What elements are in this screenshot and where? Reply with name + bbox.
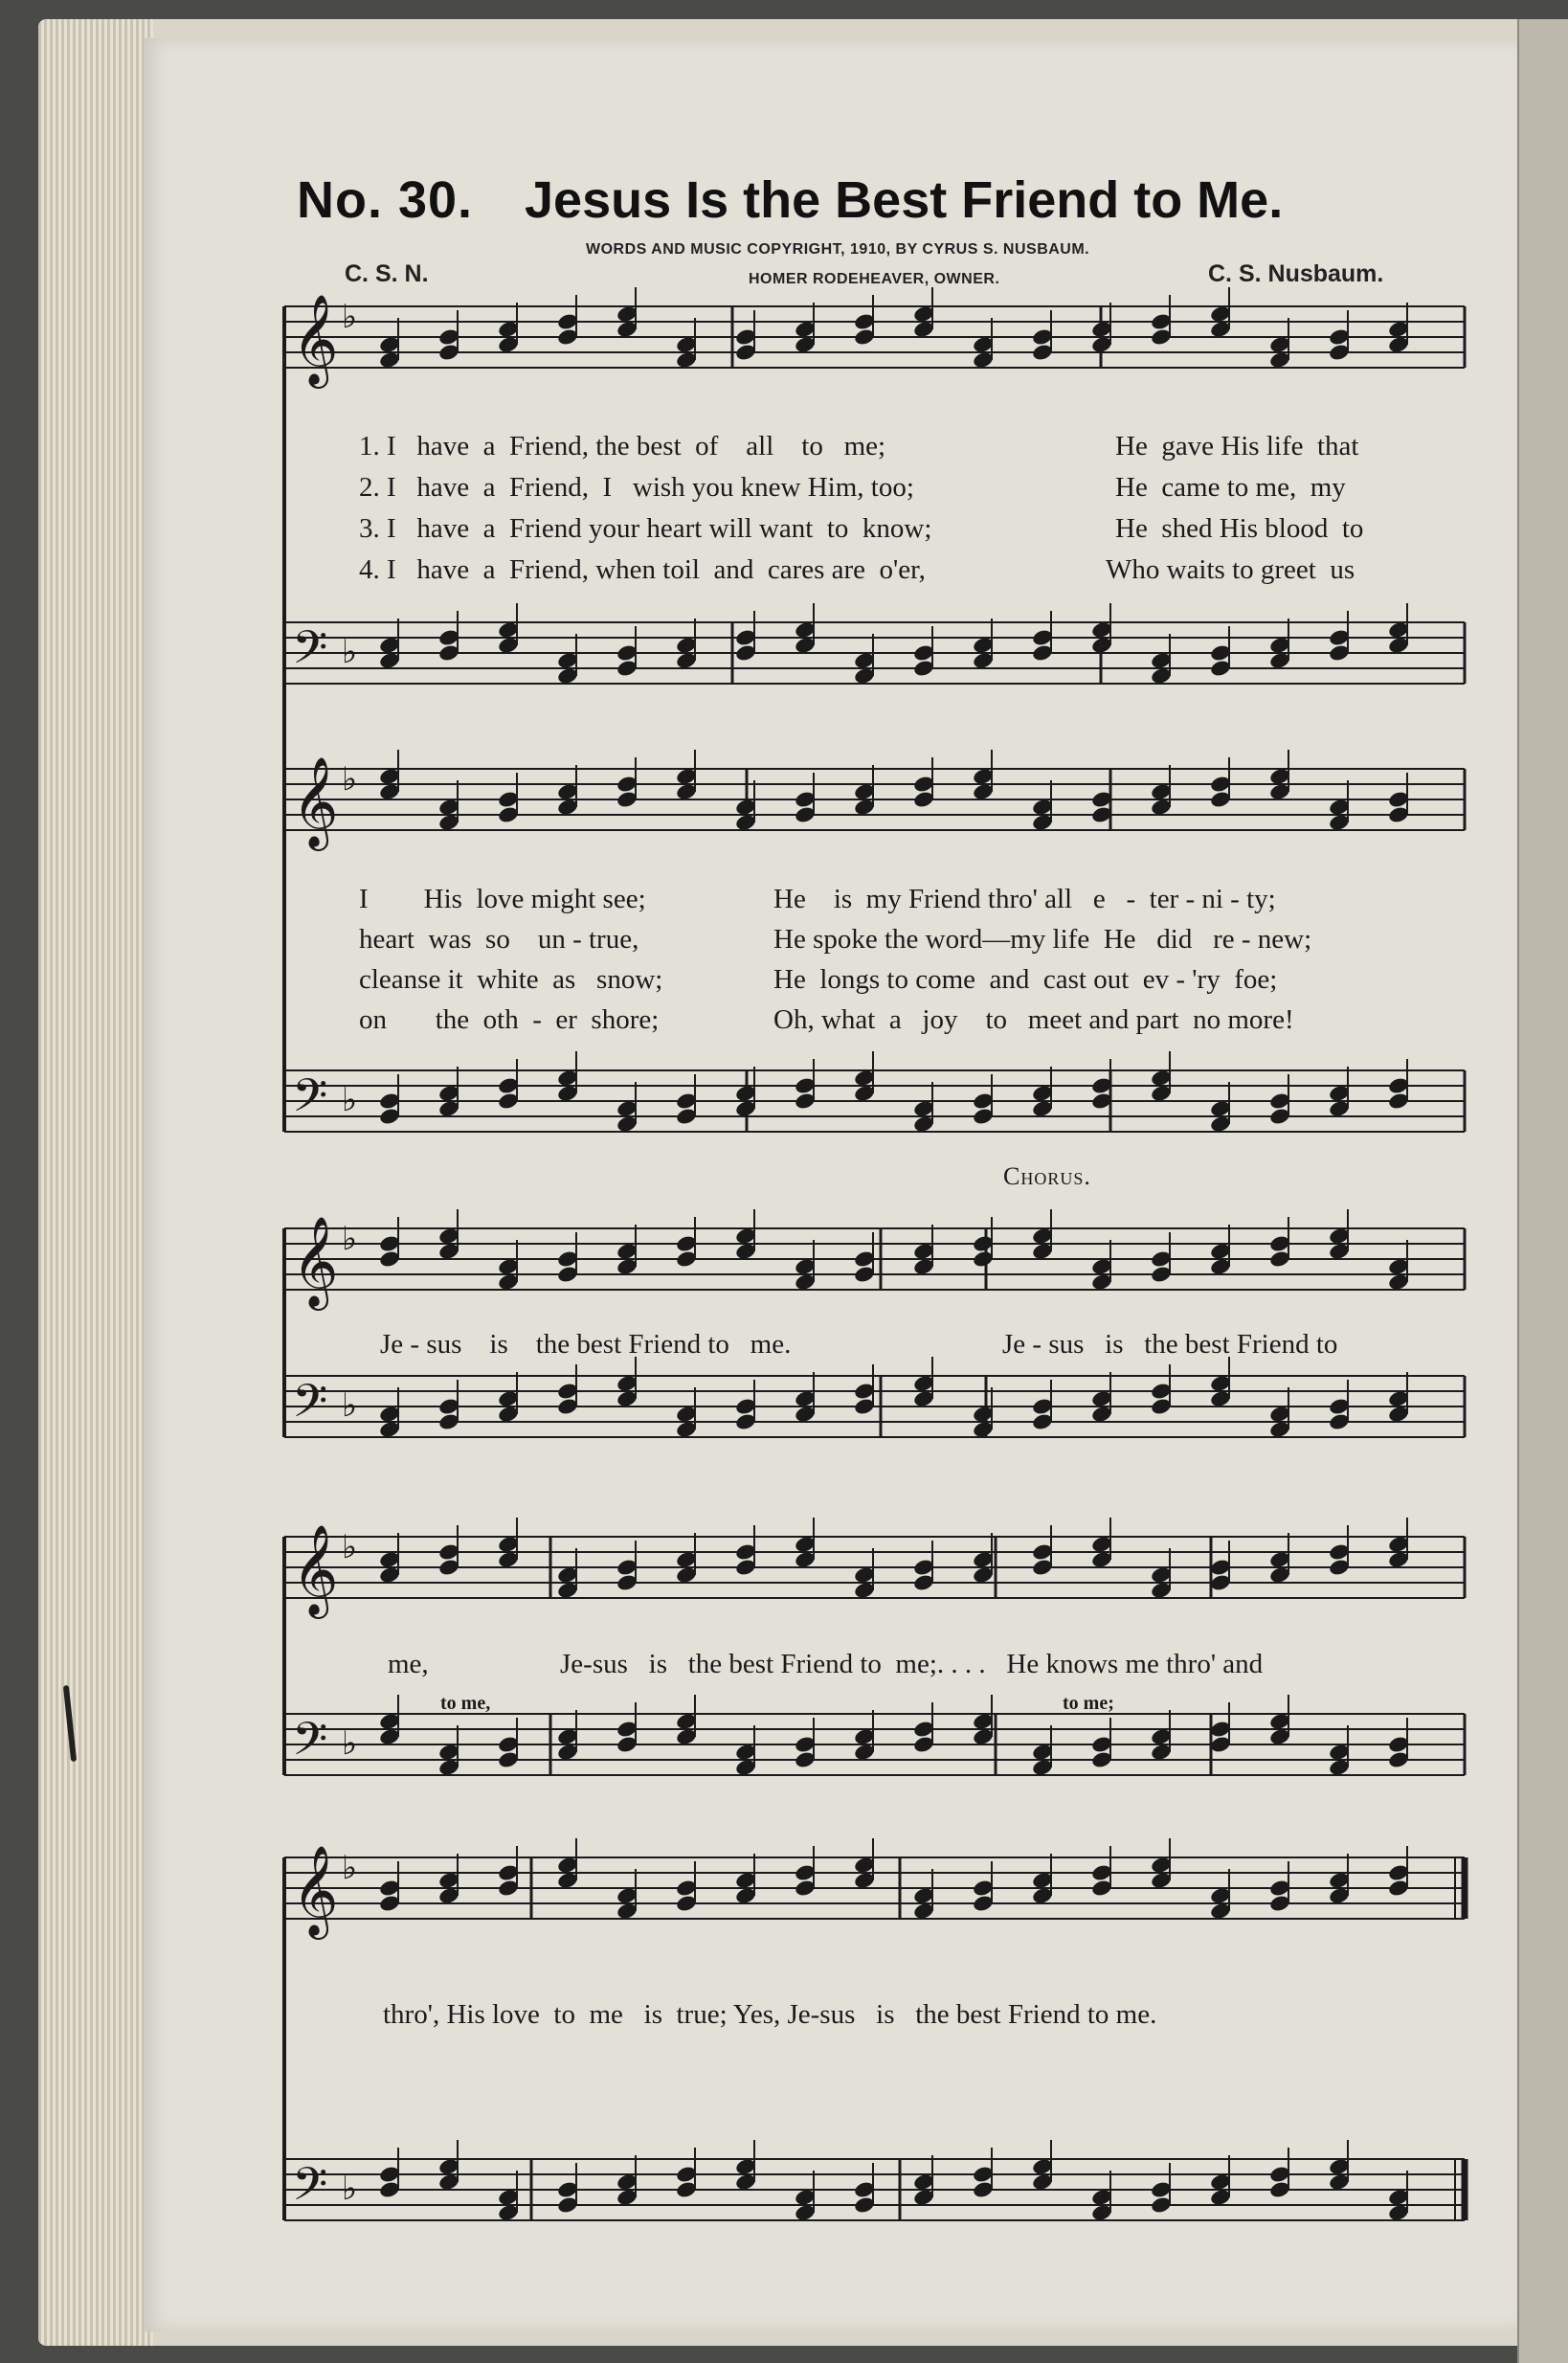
- svg-text:𝄞: 𝄞: [292, 1845, 339, 1936]
- verse-2-line-1: 2. I have a Friend, I wish you knew Him, too;: [359, 472, 914, 503]
- svg-text:♭: ♭: [342, 1849, 358, 1887]
- verse-2-line-2-end: He spoke the word—my life He did re - new;: [773, 924, 1312, 955]
- verse-2-line-2: heart was so un - true,: [359, 924, 639, 955]
- svg-text:♭: ♭: [342, 633, 358, 671]
- chorus-line-3: thro', His love to me is true; Yes, Je-sus is the best Friend to me.: [383, 1999, 1157, 2030]
- svg-text:♭: ♭: [342, 1386, 358, 1425]
- verse-2-line-1-end: He came to me, my: [1115, 472, 1346, 503]
- svg-text:𝄢: 𝄢: [292, 1069, 328, 1134]
- svg-text:𝄢: 𝄢: [292, 2157, 328, 2222]
- svg-text:♭: ♭: [342, 298, 358, 336]
- music-credit: C. S. Nusbaum.: [1208, 260, 1384, 287]
- svg-text:♭: ♭: [342, 1220, 358, 1258]
- staff-lines: [284, 306, 1465, 2220]
- chorus-line-2a: me,: [388, 1649, 429, 1679]
- bar-lines: [284, 306, 1465, 2220]
- echo-to-me-1: to me,: [440, 1693, 491, 1714]
- verse-1-line-1: 1. I have a Friend, the best of all to me;: [359, 431, 886, 461]
- verse-3-line-1-end: He shed His blood to: [1115, 513, 1364, 544]
- verse-1-line-1-end: He gave His life that: [1115, 431, 1359, 461]
- svg-text:♭: ♭: [342, 2170, 358, 2208]
- svg-text:𝄢: 𝄢: [292, 1374, 328, 1439]
- verse-4-line-1-end: Who waits to greet us: [1106, 554, 1355, 585]
- svg-text:♭: ♭: [342, 1528, 358, 1566]
- verse-4-line-2-end: Oh, what a joy to meet and part no more!: [773, 1004, 1294, 1035]
- svg-text:𝄞: 𝄞: [292, 1524, 339, 1615]
- verse-1-line-2: I His love might see;: [359, 884, 646, 914]
- svg-text:𝄢: 𝄢: [292, 620, 328, 686]
- chorus-line-1a: Je - sus is the best Friend to me.: [380, 1329, 792, 1360]
- chorus-line-2b: Je-sus is the best Friend to me;. . . . He knows me thro' and: [560, 1649, 1264, 1679]
- svg-text:𝄞: 𝄞: [292, 1216, 339, 1307]
- svg-text:♭: ♭: [342, 1724, 358, 1763]
- copyright-notice: WORDS AND MUSIC COPYRIGHT, 1910, BY CYRUS S. NUSBAUM.: [586, 241, 1090, 258]
- copyright-owner: HOMER RODEHEAVER, OWNER.: [749, 271, 1000, 287]
- verse-4-line-2: on the oth - er shore;: [359, 1004, 660, 1035]
- echo-to-me-2: to me;: [1063, 1693, 1114, 1714]
- verse-1-line-2-end: He is my Friend thro' all e - ter - ni - ty;: [773, 884, 1276, 914]
- chorus-label: Chorus.: [1003, 1162, 1091, 1190]
- svg-text:𝄞: 𝄞: [292, 294, 339, 385]
- hymn-number: No. 30.: [297, 171, 474, 229]
- svg-text:♭: ♭: [342, 1081, 358, 1119]
- hymn-title: Jesus Is the Best Friend to Me.: [525, 171, 1284, 229]
- verse-4-line-1: 4. I have a Friend, when toil and cares are o'er,: [359, 554, 926, 585]
- svg-text:♭: ♭: [342, 760, 358, 799]
- words-credit: C. S. N.: [345, 260, 429, 287]
- svg-text:𝄞: 𝄞: [292, 756, 339, 847]
- verse-3-line-2: cleanse it white as snow;: [359, 964, 663, 995]
- chorus-line-1b: Je - sus is the best Friend to: [1002, 1329, 1338, 1360]
- svg-text:𝄢: 𝄢: [292, 1712, 328, 1777]
- verse-3-line-2-end: He longs to come and cast out ev - 'ry foe;: [773, 964, 1278, 995]
- verse-3-line-1: 3. I have a Friend your heart will want to know;: [359, 513, 932, 544]
